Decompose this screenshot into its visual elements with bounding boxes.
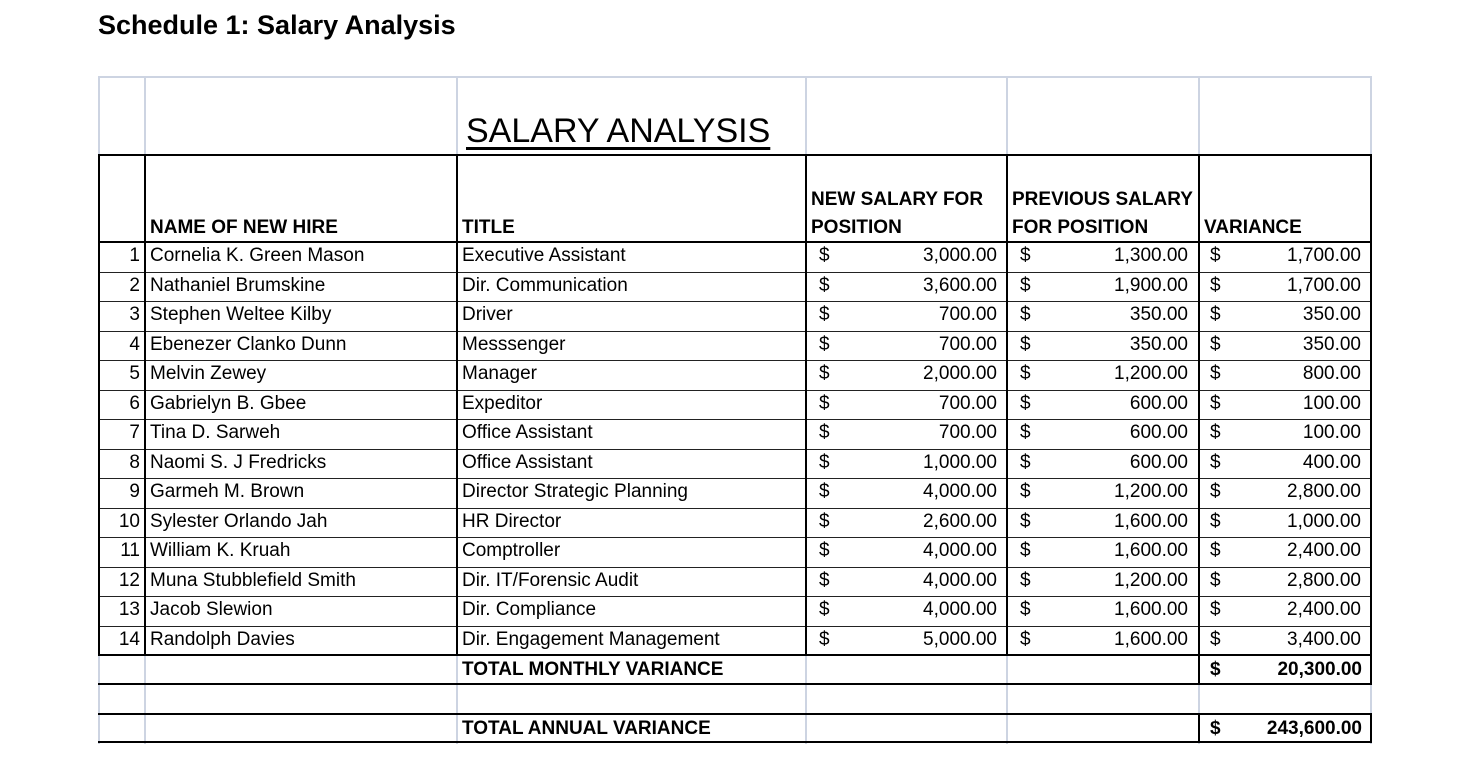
variance-currency: $ — [1210, 599, 1221, 620]
previous-salary: 1,200.00 — [1114, 363, 1188, 384]
variance-currency: $ — [1210, 569, 1221, 591]
row-number: 5 — [129, 363, 140, 384]
variance-currency: $ — [1210, 392, 1221, 414]
hire-name: William K. Kruah — [150, 540, 291, 561]
table-row — [98, 449, 1372, 479]
total-monthly-value: 20,300.00 — [1277, 659, 1362, 680]
previous-salary: 1,900.00 — [1114, 274, 1188, 296]
total-annual-value: 243,600.00 — [1266, 718, 1362, 739]
previous-salary: 1,200.00 — [1114, 569, 1188, 591]
border — [144, 154, 146, 243]
hire-title: Dir. Engagement Management — [462, 628, 720, 650]
table-row — [98, 537, 1372, 567]
total-monthly-currency: $ — [1210, 659, 1221, 680]
hire-name: Sylester Orlando Jah — [150, 510, 328, 532]
previous-salary-currency: $ — [1020, 451, 1031, 473]
previous-salary-currency: $ — [1020, 304, 1031, 325]
variance-currency: $ — [1210, 363, 1221, 384]
hire-title: Manager — [462, 363, 537, 384]
table-row — [98, 567, 1372, 597]
table-row — [98, 272, 1372, 302]
border — [1198, 154, 1200, 243]
new-salary-currency: $ — [819, 304, 830, 325]
new-salary-currency: $ — [819, 451, 830, 473]
hire-name: Tina D. Sarweh — [150, 422, 281, 443]
hire-name: Stephen Weltee Kilby — [150, 304, 332, 325]
hire-title: Driver — [462, 304, 513, 325]
header-new-salary-1: NEW SALARY FOR — [811, 189, 984, 210]
previous-salary: 350.00 — [1129, 333, 1188, 355]
hire-name: Jacob Slewion — [150, 599, 273, 620]
variance: 1,000.00 — [1287, 510, 1361, 532]
variance: 2,800.00 — [1287, 569, 1361, 591]
previous-salary-currency: $ — [1020, 510, 1031, 532]
variance-currency: $ — [1210, 510, 1221, 532]
new-salary-currency: $ — [819, 245, 830, 266]
row-number: 11 — [120, 540, 140, 561]
new-salary: 1,000.00 — [923, 451, 997, 473]
table-row — [98, 331, 1372, 361]
hire-name: Garmeh M. Brown — [150, 481, 305, 502]
new-salary: 700.00 — [938, 304, 997, 325]
previous-salary-currency: $ — [1020, 481, 1031, 502]
new-salary: 2,000.00 — [923, 363, 997, 384]
hire-title: Executive Assistant — [462, 245, 626, 266]
new-salary-currency: $ — [819, 628, 830, 650]
previous-salary: 1,600.00 — [1114, 628, 1188, 650]
hire-name: Naomi S. J Fredricks — [150, 451, 327, 473]
hire-title: Comptroller — [462, 540, 561, 561]
previous-salary-currency: $ — [1020, 333, 1031, 355]
new-salary-currency: $ — [819, 274, 830, 296]
hire-name: Ebenezer Clanko Dunn — [150, 333, 347, 355]
border — [805, 242, 807, 656]
variance-currency: $ — [1210, 422, 1221, 443]
variance: 350.00 — [1302, 304, 1361, 325]
previous-salary: 600.00 — [1129, 392, 1188, 414]
table-row — [98, 301, 1372, 331]
border — [98, 713, 1372, 715]
hire-title: Office Assistant — [462, 422, 593, 443]
previous-salary: 1,200.00 — [1114, 481, 1188, 502]
variance: 800.00 — [1302, 363, 1361, 384]
header-variance: VARIANCE — [1204, 217, 1302, 238]
border — [98, 154, 1372, 156]
variance-currency: $ — [1210, 333, 1221, 355]
new-salary: 4,000.00 — [923, 540, 997, 561]
new-salary: 3,600.00 — [923, 274, 997, 296]
variance-currency: $ — [1210, 628, 1221, 650]
row-number: 12 — [118, 569, 140, 591]
variance: 2,400.00 — [1287, 599, 1361, 620]
new-salary-currency: $ — [819, 569, 830, 591]
row-number: 14 — [118, 628, 140, 650]
border — [1006, 242, 1008, 656]
table-row — [98, 508, 1372, 538]
variance: 400.00 — [1302, 451, 1361, 473]
new-salary: 4,000.00 — [923, 599, 997, 620]
new-salary: 3,000.00 — [923, 245, 997, 266]
hire-name: Nathaniel Brumskine — [150, 274, 326, 296]
border — [1370, 713, 1372, 743]
header-name: NAME OF NEW HIRE — [150, 217, 338, 238]
variance: 100.00 — [1302, 422, 1361, 443]
row-number: 6 — [129, 392, 140, 414]
new-salary: 700.00 — [938, 392, 997, 414]
hire-title: Messsenger — [462, 333, 566, 355]
salary-sheet — [98, 76, 1372, 744]
hire-title: HR Director — [462, 510, 562, 532]
hire-title: Dir. Communication — [462, 274, 628, 296]
previous-salary-currency: $ — [1020, 599, 1031, 620]
row-number: 10 — [118, 510, 140, 532]
hire-title: Office Assistant — [462, 451, 593, 473]
total-annual-currency: $ — [1210, 718, 1221, 739]
previous-salary: 1,600.00 — [1114, 510, 1188, 532]
new-salary: 2,600.00 — [923, 510, 997, 532]
new-salary-currency: $ — [819, 422, 830, 443]
variance-currency: $ — [1210, 451, 1221, 473]
new-salary-currency: $ — [819, 363, 830, 384]
border — [456, 154, 458, 243]
border — [1370, 242, 1372, 656]
header-title: TITLE — [462, 217, 515, 238]
hire-title: Expeditor — [462, 392, 543, 414]
variance-currency: $ — [1210, 481, 1221, 502]
new-salary: 700.00 — [938, 422, 997, 443]
variance-currency: $ — [1210, 274, 1221, 296]
new-salary: 5,000.00 — [923, 628, 997, 650]
new-salary-currency: $ — [819, 510, 830, 532]
header-new-salary-2: POSITION — [811, 217, 902, 238]
hire-name: Muna Stubblefield Smith — [150, 569, 356, 591]
hire-title: Dir. Compliance — [462, 599, 597, 620]
sheet-title: SALARY ANALYSIS — [466, 112, 771, 150]
variance: 350.00 — [1302, 333, 1361, 355]
variance: 1,700.00 — [1287, 274, 1361, 296]
table-row — [98, 596, 1372, 626]
previous-salary: 350.00 — [1129, 304, 1188, 325]
table-row — [98, 626, 1372, 656]
table-row — [98, 419, 1372, 449]
row-number: 7 — [129, 422, 140, 443]
hire-title: Director Strategic Planning — [462, 481, 688, 502]
total-annual-label: TOTAL ANNUAL VARIANCE — [462, 718, 711, 739]
previous-salary-currency: $ — [1020, 628, 1031, 650]
previous-salary-currency: $ — [1020, 245, 1031, 266]
header-prev-salary-2: FOR POSITION — [1012, 217, 1149, 238]
border — [98, 154, 100, 243]
schedule-heading: Schedule 1: Salary Analysis — [98, 10, 456, 40]
row-number: 8 — [129, 451, 140, 473]
row-number: 3 — [129, 304, 140, 325]
hire-name: Cornelia K. Green Mason — [150, 245, 365, 266]
new-salary: 700.00 — [938, 333, 997, 355]
variance: 100.00 — [1302, 392, 1361, 414]
hire-name: Randolph Davies — [150, 628, 295, 650]
previous-salary: 1,600.00 — [1114, 599, 1188, 620]
variance: 3,400.00 — [1287, 628, 1361, 650]
hire-title: Dir. IT/Forensic Audit — [462, 569, 639, 591]
border — [1198, 713, 1200, 743]
variance: 1,700.00 — [1287, 245, 1361, 266]
previous-salary-currency: $ — [1020, 392, 1031, 414]
border — [1370, 154, 1372, 243]
table-row — [98, 242, 1372, 272]
border — [1198, 242, 1200, 656]
new-salary-currency: $ — [819, 392, 830, 414]
row-number: 1 — [129, 245, 140, 266]
variance: 2,400.00 — [1287, 540, 1361, 561]
border — [1370, 654, 1372, 684]
border — [98, 242, 100, 656]
previous-salary-currency: $ — [1020, 274, 1031, 296]
variance-currency: $ — [1210, 245, 1221, 266]
previous-salary-currency: $ — [1020, 540, 1031, 561]
new-salary-currency: $ — [819, 599, 830, 620]
hire-name: Gabrielyn B. Gbee — [150, 392, 307, 414]
border — [98, 654, 1372, 656]
border — [1006, 154, 1008, 243]
table-row — [98, 360, 1372, 390]
previous-salary: 1,300.00 — [1114, 245, 1188, 266]
row-number: 2 — [129, 274, 140, 296]
new-salary-currency: $ — [819, 481, 830, 502]
border — [456, 242, 458, 656]
new-salary: 4,000.00 — [923, 569, 997, 591]
hire-name: Melvin Zewey — [150, 363, 267, 384]
header-prev-salary-1: PREVIOUS SALARY — [1012, 189, 1193, 210]
previous-salary-currency: $ — [1020, 422, 1031, 443]
previous-salary: 600.00 — [1129, 422, 1188, 443]
row-number: 13 — [118, 599, 140, 620]
gridline — [98, 76, 1372, 78]
new-salary: 4,000.00 — [923, 481, 997, 502]
total-monthly-label: TOTAL MONTHLY VARIANCE — [462, 659, 724, 680]
previous-salary: 600.00 — [1129, 451, 1188, 473]
new-salary-currency: $ — [819, 333, 830, 355]
table-row — [98, 390, 1372, 420]
row-number: 4 — [129, 333, 140, 355]
variance: 2,800.00 — [1287, 481, 1361, 502]
row-number: 9 — [129, 481, 140, 502]
border — [805, 154, 807, 243]
previous-salary-currency: $ — [1020, 569, 1031, 591]
border — [98, 741, 1372, 743]
previous-salary-currency: $ — [1020, 363, 1031, 384]
border — [144, 242, 146, 656]
table-row — [98, 478, 1372, 508]
new-salary-currency: $ — [819, 540, 830, 561]
variance-currency: $ — [1210, 304, 1221, 325]
variance-currency: $ — [1210, 540, 1221, 561]
previous-salary: 1,600.00 — [1114, 540, 1188, 561]
border — [1198, 654, 1200, 684]
border — [98, 683, 1372, 685]
